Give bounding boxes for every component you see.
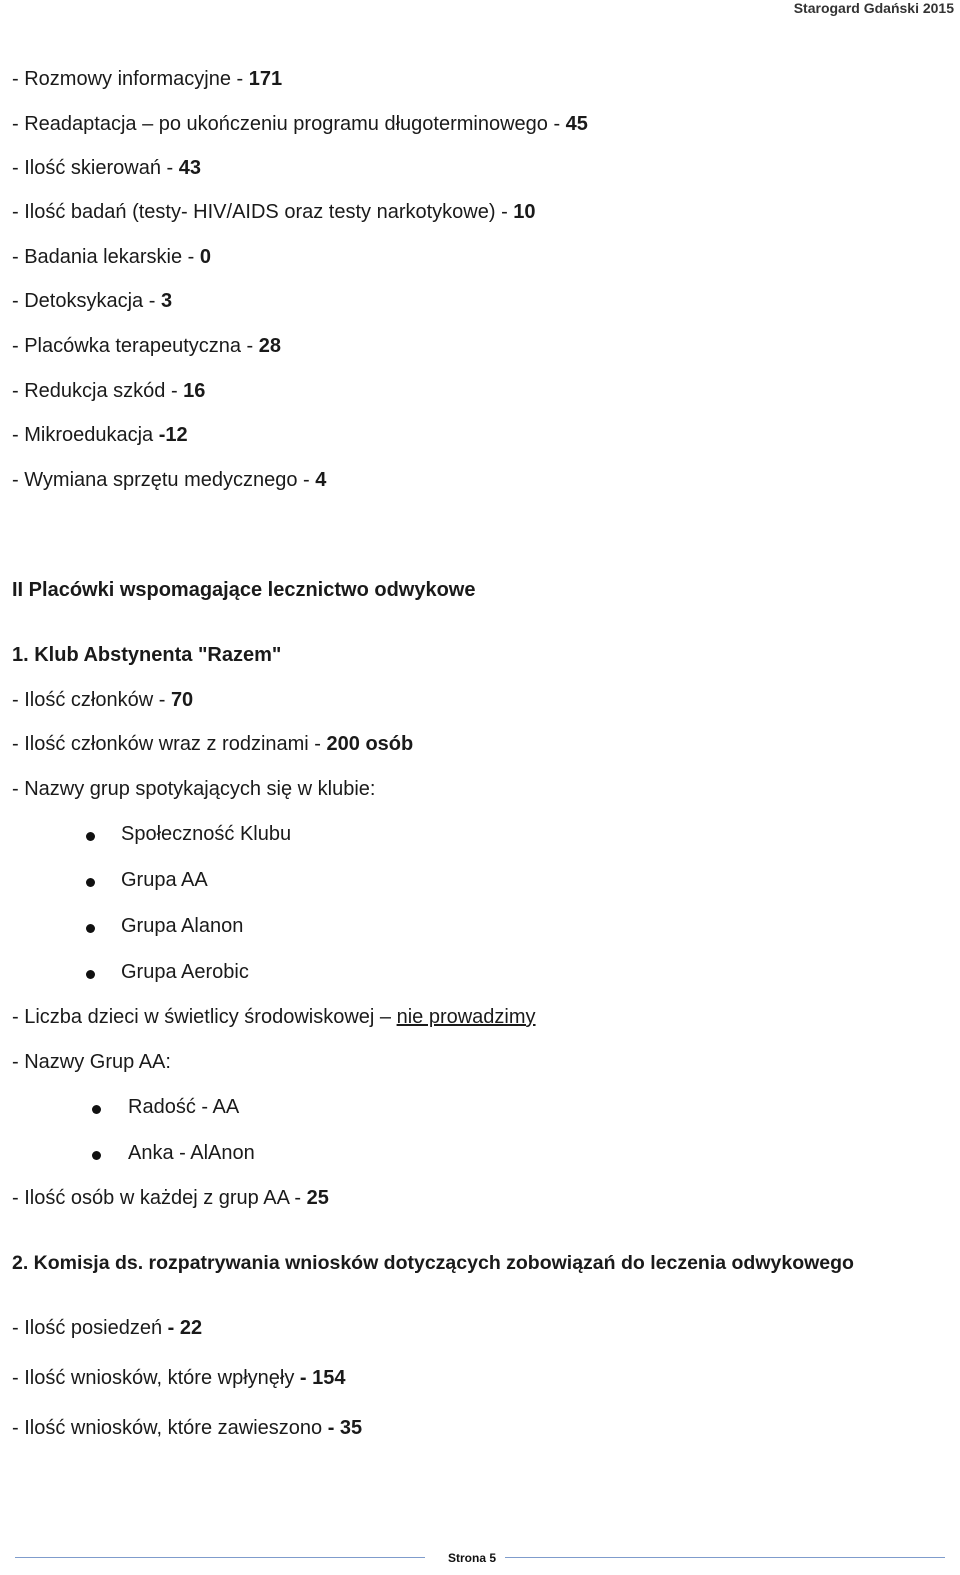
stat-label: - Readaptacja – po ukończeniu programu długoterminowego - [12,113,566,135]
stat-value: 28 [258,335,282,357]
commission-suspended-line [12,1417,362,1440]
stat-label: - Badania lekarskie - [12,246,200,268]
stat-value: 4 [315,469,327,491]
stat-line [12,380,205,403]
stat-label: - Wymiana sprzętu medycznego - [12,469,316,491]
stat-label: - Ilość członków wraz z rodzinami - [12,733,327,755]
stat-line [12,424,188,447]
bullet-icon [86,924,95,933]
stat-value: 10 [513,201,536,223]
section-heading: II Placówki wspomagające lecznictwo odwykowe [12,579,476,601]
stat-line [12,335,281,358]
list-item: Grupa Aerobic [121,961,249,983]
stat-value: - 154 [299,1367,346,1389]
stat-label: - Detoksykacja - [12,290,161,312]
stat-value: - 22 [167,1317,203,1339]
stat-label: - Liczba dzieci w świetlicy środowiskowej – [12,1006,397,1028]
commission-heading: 2. Komisja ds. rozpatrywania wniosków dotyczących zobowiązań do leczenia odwykowego [12,1252,854,1274]
stat-value: 25 [306,1187,329,1209]
stat-label: - Ilość skierowań - [12,157,179,179]
stat-label: - Ilość osób w każdej z grup AA - [12,1187,307,1209]
commission-meetings-line [12,1317,202,1340]
bullet-icon [86,832,95,841]
aa-count-line [12,1187,329,1210]
club-members-line [12,689,193,712]
stat-label: - Redukcja szkód - [12,380,184,402]
stat-label: - Ilość badań (testy- HIV/AIDS oraz testy narkotykowe) - [12,201,514,223]
list-item: Grupa AA [121,869,208,891]
bullet-icon [92,1151,101,1160]
stat-line [12,290,172,313]
bullet-icon [86,878,95,887]
bullet-icon [86,970,95,979]
stat-line [12,157,201,180]
stat-value: 171 [248,68,283,90]
document-header: Starogard Gdański 2015 [793,0,954,16]
stat-value: -12 [158,424,188,446]
stat-value: 0 [199,246,211,268]
stat-line [12,469,326,492]
stat-value: 43 [178,157,201,179]
commission-applications-line [12,1367,345,1390]
list-item: Społeczność Klubu [121,823,292,845]
stat-value: 16 [183,380,206,402]
list-item: Radość - AA [128,1096,240,1118]
groups-label: - Nazwy grup spotykających się w klubie: [12,778,376,800]
stat-value: 70 [170,689,194,711]
aa-groups-label: - Nazwy Grup AA: [12,1051,171,1073]
stat-line [12,68,282,91]
stat-value: nie prowadzimy [396,1006,536,1028]
stat-label: - Ilość wniosków, które wpłynęły [12,1367,300,1389]
list-item: Anka - AlAnon [128,1142,255,1164]
stat-label: - Ilość członków - [12,689,171,711]
stat-line [12,246,211,269]
children-line [12,1006,536,1029]
footer-rule-left [15,1557,425,1558]
stat-label: - Ilość posiedzeń [12,1317,168,1339]
stat-line [12,201,536,224]
stat-label: - Mikroedukacja [12,424,159,446]
footer-rule-right [505,1557,945,1558]
list-item: Grupa Alanon [121,915,244,937]
stat-value: 45 [565,113,588,135]
stat-label: - Ilość wniosków, które zawieszono [12,1417,328,1439]
bullet-icon [92,1105,101,1114]
stat-label: - Placówka terapeutyczna - [12,335,259,357]
stat-value: 3 [160,290,173,312]
page-number: Strona 5 [448,1551,497,1565]
stat-value: - 35 [327,1417,363,1439]
stat-value: 200 osób [326,733,414,755]
stat-line [12,113,588,136]
club-families-line [12,733,413,756]
club-heading: 1. Klub Abstynenta "Razem" [12,644,282,666]
stat-label: - Rozmowy informacyjne - [12,68,249,90]
